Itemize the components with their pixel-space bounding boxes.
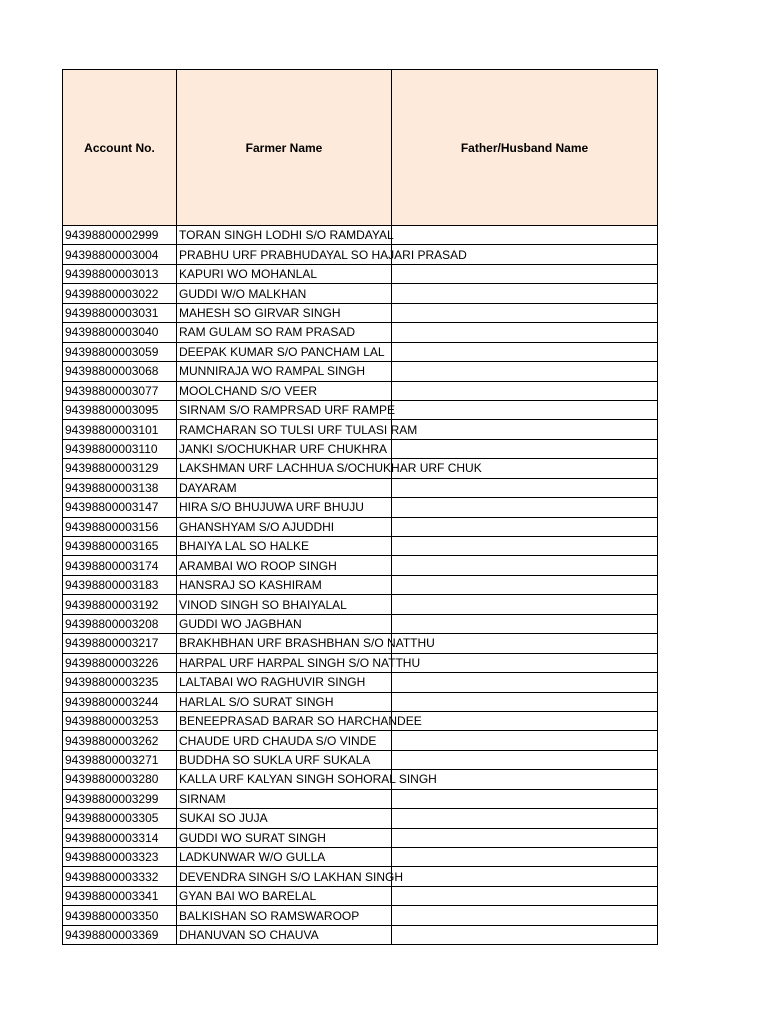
- table-row: [63, 614, 658, 633]
- account-number-cell: 94398800003217: [63, 634, 177, 653]
- table-row: [63, 789, 658, 808]
- farmer-name-text: GUDDI WO JAGBHAN: [179, 616, 302, 631]
- father-husband-name-cell: [392, 906, 658, 925]
- father-husband-name-cell: [392, 731, 658, 750]
- farmer-name-text: KAPURI WO MOHANLAL: [179, 267, 318, 282]
- father-husband-name-cell: [392, 653, 658, 672]
- account-number-cell: 94398800003101: [63, 420, 177, 439]
- farmer-name-text: DEVENDRA SINGH S/O LAKHAN SINGH: [179, 869, 404, 884]
- account-number-cell: 94398800003332: [63, 867, 177, 886]
- table-row: [63, 420, 658, 439]
- account-number-cell: 94398800003314: [63, 828, 177, 847]
- farmer-name-text: DHANUVAN SO CHAUVA: [179, 927, 319, 942]
- father-husband-name-cell: [392, 692, 658, 711]
- father-husband-name-cell: [392, 925, 658, 944]
- farmer-name-cell: [177, 906, 392, 925]
- account-number-cell: 94398800003138: [63, 478, 177, 497]
- farmer-name-text: SIRNAM: [179, 791, 226, 806]
- farmer-name-cell: [177, 848, 392, 867]
- farmer-name-cell: [177, 537, 392, 556]
- account-number-cell: 94398800003262: [63, 731, 177, 750]
- farmer-name-cell: [177, 459, 482, 478]
- account-number-cell: 94398800003299: [63, 789, 177, 808]
- table-row: [63, 303, 658, 322]
- father-husband-name-cell: [392, 381, 658, 400]
- farmer-name-text: MUNNIRAJA WO RAMPAL SINGH: [179, 364, 366, 379]
- farmer-name-cell: [177, 400, 396, 419]
- table-row: [63, 226, 658, 245]
- table-row: [63, 284, 658, 303]
- table-row: [63, 264, 658, 283]
- father-husband-name-cell: [392, 595, 658, 614]
- father-husband-name-cell: [392, 711, 658, 730]
- farmer-name-text: GHANSHYAM S/O AJUDDHI: [179, 519, 335, 534]
- farmer-name-cell: [177, 692, 392, 711]
- farmer-name-cell: [177, 886, 392, 905]
- table-row: [63, 537, 658, 556]
- account-number-cell: 94398800003156: [63, 517, 177, 536]
- farmer-name-text: MOOLCHAND S/O VEER: [179, 383, 318, 398]
- table-row: [63, 906, 658, 925]
- farmer-name-cell: [177, 653, 421, 672]
- farmer-name-cell: [177, 498, 392, 517]
- farmer-name-cell: [177, 284, 392, 303]
- farmer-name-text: DAYARAM: [179, 480, 237, 495]
- table-row: [63, 342, 658, 361]
- farmer-name-cell: [177, 925, 392, 944]
- account-number-cell: 94398800003129: [63, 459, 177, 478]
- father-husband-name-cell: [392, 400, 658, 419]
- account-number-cell: 94398800002999: [63, 226, 177, 245]
- table-row: [63, 692, 658, 711]
- farmer-name-cell: [177, 323, 392, 342]
- farmer-name-text: BRAKHBHAN URF BRASHBHAN S/O NATTHU: [179, 636, 435, 651]
- farmer-name-cell: [177, 245, 467, 264]
- farmer-name-text: LAKSHMAN URF LACHHUA S/OCHUKHAR URF CHUK: [179, 461, 482, 476]
- father-husband-name-cell: [392, 886, 658, 905]
- farmer-name-text: HANSRAJ SO KASHIRAM: [179, 578, 322, 593]
- father-husband-name-cell: [392, 556, 658, 575]
- table-row: [63, 439, 658, 458]
- farmer-name-text: SIRNAM S/O RAMPRSAD URF RAMPE: [179, 403, 396, 418]
- farmer-name-cell: [177, 303, 392, 322]
- farmer-name-text: LALTABAI WO RAGHUVIR SINGH: [179, 675, 366, 690]
- table-row: [63, 362, 658, 381]
- father-husband-name-cell: [392, 848, 658, 867]
- table-row: [63, 595, 658, 614]
- account-number-cell: 94398800003271: [63, 750, 177, 769]
- farmer-name-text: ARAMBAI WO ROOP SINGH: [179, 558, 337, 573]
- farmer-name-cell: [177, 828, 392, 847]
- account-number-cell: 94398800003192: [63, 595, 177, 614]
- farmer-name-cell: [177, 595, 392, 614]
- farmer-name-cell: [177, 362, 392, 381]
- account-number-cell: 94398800003280: [63, 770, 177, 789]
- father-husband-name-cell: [392, 828, 658, 847]
- father-husband-name-cell: [392, 439, 658, 458]
- farmer-name-cell: [177, 517, 392, 536]
- table-row: [63, 478, 658, 497]
- table-row: [63, 323, 658, 342]
- farmer-name-cell: [177, 867, 404, 886]
- farmer-name-cell: [177, 614, 392, 633]
- father-husband-name-cell: [392, 323, 658, 342]
- table-row: [63, 245, 658, 264]
- father-husband-name-cell: [392, 789, 658, 808]
- table-row: [63, 459, 658, 478]
- table-row: [63, 809, 658, 828]
- farmer-name-cell: [177, 575, 392, 594]
- farmer-name-cell: [177, 711, 422, 730]
- table-body: [63, 226, 658, 945]
- column-header-account-no: Account No.: [63, 70, 177, 226]
- table-row: [63, 750, 658, 769]
- account-number-cell: 94398800003369: [63, 925, 177, 944]
- table-row: [63, 556, 658, 575]
- farmer-name-cell: [177, 770, 437, 789]
- father-husband-name-cell: [392, 362, 658, 381]
- table-row: [63, 498, 658, 517]
- farmer-name-text: MAHESH SO GIRVAR SINGH: [179, 305, 341, 320]
- farmer-name-text: JANKI S/OCHUKHAR URF CHUKHRA: [179, 442, 388, 457]
- farmer-name-text: RAM GULAM SO RAM PRASAD: [179, 325, 356, 340]
- table-row: [63, 634, 658, 653]
- column-header-father-husband-name: Father/Husband Name: [392, 70, 658, 226]
- farmer-name-cell: [177, 264, 392, 283]
- farmer-name-text: LADKUNWAR W/O GULLA: [179, 850, 326, 865]
- farmer-name-text: BUDDHA SO SUKLA URF SUKALA: [179, 753, 371, 768]
- father-husband-name-cell: [392, 226, 658, 245]
- farmer-name-text: TORAN SINGH LODHI S/O RAMDAYAL: [179, 228, 394, 243]
- farmer-name-cell: [177, 789, 392, 808]
- account-number-cell: 94398800003013: [63, 264, 177, 283]
- table-row: [63, 848, 658, 867]
- account-number-cell: 94398800003059: [63, 342, 177, 361]
- farmer-name-text: GUDDI WO SURAT SINGH: [179, 830, 326, 845]
- account-number-cell: 94398800003208: [63, 614, 177, 633]
- farmer-name-text: GYAN BAI WO BARELAL: [179, 889, 317, 904]
- table-row: [63, 886, 658, 905]
- father-husband-name-cell: [392, 264, 658, 283]
- table-row: [63, 711, 658, 730]
- header-row: [63, 70, 658, 226]
- farmer-name-text: SUKAI SO JUJA: [179, 811, 268, 826]
- farmer-name-cell: [177, 226, 392, 245]
- account-number-cell: 94398800003077: [63, 381, 177, 400]
- father-husband-name-cell: [392, 809, 658, 828]
- farmer-name-text: BENEEPRASAD BARAR SO HARCHANDEE: [179, 714, 422, 729]
- father-husband-name-cell: [392, 673, 658, 692]
- table-row: [63, 575, 658, 594]
- farmer-name-cell: [177, 809, 392, 828]
- farmer-name-cell: [177, 478, 392, 497]
- account-number-cell: 94398800003004: [63, 245, 177, 264]
- farmer-name-text: BHAIYA LAL SO HALKE: [179, 539, 310, 554]
- account-number-cell: 94398800003022: [63, 284, 177, 303]
- father-husband-name-cell: [392, 498, 658, 517]
- father-husband-name-cell: [392, 342, 658, 361]
- column-header-farmer-name: Farmer Name: [177, 70, 392, 226]
- father-husband-name-cell: [392, 867, 658, 886]
- farmer-name-cell: [177, 634, 435, 653]
- table-row: [63, 653, 658, 672]
- table-row: [63, 770, 658, 789]
- farmer-name-cell: [177, 556, 392, 575]
- account-number-cell: 94398800003350: [63, 906, 177, 925]
- account-number-cell: 94398800003235: [63, 673, 177, 692]
- farmer-name-text: BALKISHAN SO RAMSWAROOP: [179, 908, 360, 923]
- account-number-cell: 94398800003095: [63, 400, 177, 419]
- farmer-name-text: KALLA URF KALYAN SINGH SOHORAL SINGH: [179, 772, 437, 787]
- father-husband-name-cell: [392, 420, 658, 439]
- farmer-name-cell: [177, 381, 392, 400]
- account-number-cell: 94398800003165: [63, 537, 177, 556]
- father-husband-name-cell: [392, 614, 658, 633]
- farmer-name-text: DEEPAK KUMAR S/O PANCHAM LAL: [179, 344, 385, 359]
- account-number-cell: 94398800003253: [63, 711, 177, 730]
- farmer-name-text: VINOD SINGH SO BHAIYALAL: [179, 597, 347, 612]
- farmer-name-text: HIRA S/O BHUJUWA URF BHUJU: [179, 500, 364, 515]
- farmer-name-text: HARPAL URF HARPAL SINGH S/O NATTHU: [179, 655, 421, 670]
- father-husband-name-cell: [392, 478, 658, 497]
- account-number-cell: 94398800003174: [63, 556, 177, 575]
- father-husband-name-cell: [392, 284, 658, 303]
- account-number-cell: 94398800003226: [63, 653, 177, 672]
- farmer-accounts-table: [62, 69, 658, 945]
- farmer-name-cell: [177, 731, 392, 750]
- farmer-name-cell: [177, 439, 392, 458]
- farmer-name-text: HARLAL S/O SURAT SINGH: [179, 694, 334, 709]
- table-row: [63, 925, 658, 944]
- account-number-cell: 94398800003305: [63, 809, 177, 828]
- father-husband-name-cell: [392, 303, 658, 322]
- farmer-name-cell: [177, 420, 418, 439]
- table-row: [63, 673, 658, 692]
- father-husband-name-cell: [392, 575, 658, 594]
- account-number-cell: 94398800003147: [63, 498, 177, 517]
- farmer-name-cell: [177, 342, 392, 361]
- table-row: [63, 731, 658, 750]
- farmer-name-cell: [177, 750, 392, 769]
- table-row: [63, 828, 658, 847]
- farmer-name-text: GUDDI W/O MALKHAN: [179, 286, 307, 301]
- account-number-cell: 94398800003341: [63, 886, 177, 905]
- table-row: [63, 400, 658, 419]
- father-husband-name-cell: [392, 537, 658, 556]
- account-number-cell: 94398800003323: [63, 848, 177, 867]
- father-husband-name-cell: [392, 750, 658, 769]
- account-number-cell: 94398800003244: [63, 692, 177, 711]
- table-row: [63, 517, 658, 536]
- table-row: [63, 381, 658, 400]
- account-number-cell: 94398800003068: [63, 362, 177, 381]
- account-number-cell: 94398800003110: [63, 439, 177, 458]
- table-row: [63, 867, 658, 886]
- farmer-name-text: CHAUDE URD CHAUDA S/O VINDE: [179, 733, 377, 748]
- farmer-name-cell: [177, 673, 392, 692]
- account-number-cell: 94398800003031: [63, 303, 177, 322]
- father-husband-name-cell: [392, 517, 658, 536]
- account-number-cell: 94398800003183: [63, 575, 177, 594]
- account-number-cell: 94398800003040: [63, 323, 177, 342]
- farmer-name-text: RAMCHARAN SO TULSI URF TULASI RAM: [179, 422, 418, 437]
- farmer-name-text: PRABHU URF PRABHUDAYAL SO HAJARI PRASAD: [179, 247, 467, 262]
